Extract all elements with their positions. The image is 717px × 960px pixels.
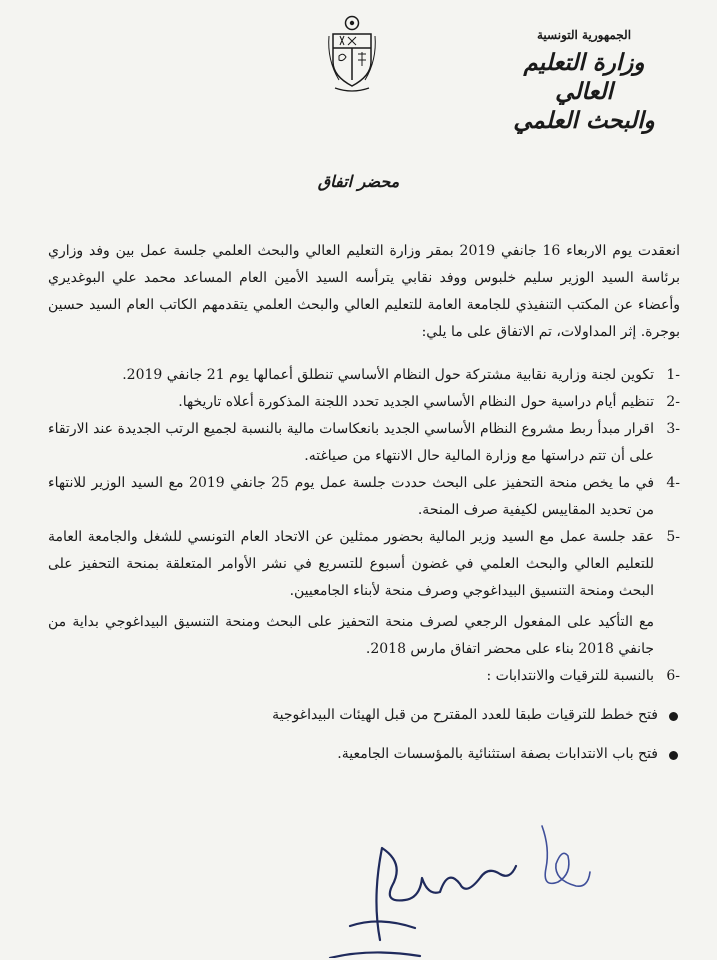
tunisia-coat-of-arms-icon (325, 14, 379, 94)
document-title: محضر اتفاق (317, 172, 400, 191)
signature-right (542, 826, 590, 886)
item-text: تكوين لجنة وزارية نقابية مشتركة حول النظام الأساسي تنطلق أعمالها يوم 21 جانفي 2019. (122, 367, 654, 383)
retroactive-note: مع التأكيد على المفعول الرجعي لصرف منحة التحفيز على البحث ومنحة التنسيق البيداغوجي بداية من جانفي 2018 بناء على محضر اتفاق مارس 2018. (48, 614, 654, 657)
agreement-item-6 (48, 663, 680, 690)
agreement-item-1 (48, 362, 680, 389)
item-text: في ما يخص منحة التحفيز على البحث حددت جلسة عمل يوم 25 جانفي 2019 مع السيد الوزير للانتهاء من تحديد المقاييس لكيفية صرف المنحة. (48, 475, 655, 518)
item-number: -1 (666, 367, 680, 383)
agreement-item-5 (48, 524, 680, 605)
item-number: -2 (666, 394, 680, 410)
item-text: بالنسبة للترقيات والانتدابات : (486, 668, 654, 684)
item-number: -6 (666, 668, 680, 684)
bullet-text: فتح خطط للترقيات طبقا للعدد المقترح من قبل الهيئات البيداغوجية (272, 707, 658, 723)
ministry-name-line2: والبحث العلمي (513, 107, 655, 134)
item-number: -4 (666, 475, 680, 491)
item-text: اقرار مبدأ ربط مشروع النظام الأساسي الجديد بانعكاسات مالية بالنسبة لجميع الرتب الجديدة عند الارتقاء على أن تتم دراستها مع وزارة المالية حال الانتهاء من صياغته. (48, 421, 654, 464)
bullet-text: فتح باب الانتدابات بصفة استثنائية بالمؤسسات الجامعية. (337, 746, 658, 762)
list-item (48, 702, 680, 729)
agreement-item-2 (48, 389, 680, 416)
ministry-name-line1: وزارة التعليم العالي (523, 49, 645, 105)
republic-name: الجمهورية التونسية (536, 28, 632, 42)
agreement-items (48, 362, 680, 605)
agreement-item-3 (48, 416, 680, 470)
ministry-name (499, 48, 669, 135)
signatures (310, 808, 610, 958)
signature-left (330, 848, 516, 958)
intro-paragraph: انعقدت يوم الاربعاء 16 جانفي 2019 بمقر وزارة التعليم العالي والبحث العلمي جلسة عمل بين وفد وزاري برئاسة السيد الوزير سليم خلبوس ووفد نقابي يترأسه السيد الأمين العام المساعد محمد علي البوغديري وأعضاء عن المكتب التنفيذي للجامعة العامة للتعليم العالي والبحث العلمي يتقدمهم الكاتب العام السيد حسين بوجرة. إثر المداولات، تم الاتفاق على ما يلي: (48, 243, 681, 340)
list-item (48, 741, 680, 768)
document-body (48, 238, 680, 768)
bullet-icon (669, 712, 678, 721)
item-number: -3 (666, 421, 680, 437)
promotions-list (48, 702, 680, 768)
agreement-item-4 (48, 470, 680, 524)
letterhead (499, 28, 669, 135)
item-text: عقد جلسة عمل مع السيد وزير المالية بحضور ممثلين عن الاتحاد العام التونسي للشغل والجامعة العامة للتعليم العالي والبحث العلمي في غضون أسبوع للتسريع في نشر الأوامر المتعلقة بمنحة التحفيز على البحث ومنحة التنسيق البيداغوجي وصرف منحة لأبناء الجامعيين. (48, 529, 654, 599)
item-text: تنظيم أيام دراسية حول النظام الأساسي الجديد تحدد اللجنة المذكورة أعلاه تاريخها. (178, 394, 654, 410)
item-number: -5 (666, 529, 680, 545)
bullet-icon (669, 751, 678, 760)
